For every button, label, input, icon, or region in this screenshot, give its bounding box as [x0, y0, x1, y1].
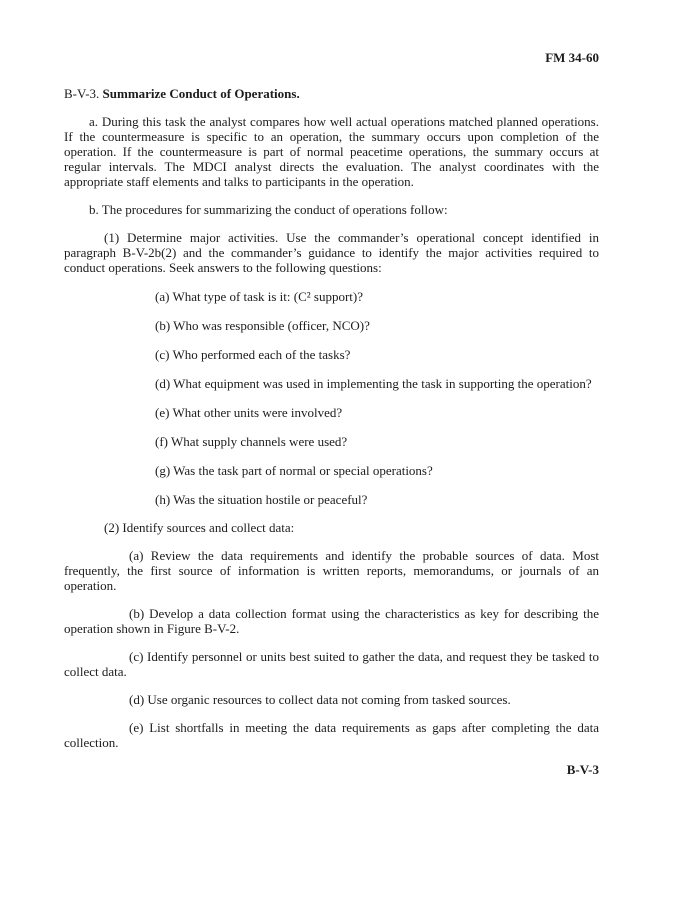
section-number: B-V-3.	[64, 86, 100, 101]
paragraph: (b) Develop a data collection format using the characteristics as key for describing the operation shown in Figure B-V-2.	[64, 606, 599, 636]
paragraph: (g) Was the task part of normal or special operations?	[155, 463, 433, 478]
section-title: Summarize Conduct of Operations.	[102, 86, 300, 101]
paragraph: b. The procedures for summarizing the conduct of operations follow:	[89, 202, 448, 217]
paragraph: (h) Was the situation hostile or peaceful?	[155, 492, 368, 507]
paragraph: (d) What equipment was used in implementing the task in supporting the operation?	[155, 376, 592, 391]
section-heading	[64, 86, 599, 101]
paragraph: (e) List shortfalls in meeting the data requirements as gaps after completing the data collection.	[64, 720, 599, 750]
paragraph: (a) What type of task is it: (C² support)?	[155, 289, 363, 304]
paragraph: (a) Review the data requirements and identify the probable sources of data. Most frequently, the first source of information is written reports, memorandums, or journals of an operation.	[64, 548, 599, 593]
paragraph: (1) Determine major activities. Use the commander’s operational concept identified in paragraph B-V-2b(2) and the commander’s guidance to identify the major activities required to conduct operations. Seek answers to the following questions:	[64, 230, 599, 275]
paragraph: a. During this task the analyst compares how well actual operations matched planned operations. If the countermeasure is specific to an operation, the summary occurs upon completion of the operation. If the countermeasure is part of normal peacetime operations, the summary occurs at regular intervals. The MDCI analyst directs the evaluation. The analyst coordinates with the appropriate staff elements and talks to participants in the operation.	[64, 114, 599, 189]
document-body	[64, 114, 599, 750]
paragraph: (b) Who was responsible (officer, NCO)?	[155, 318, 370, 333]
paragraph: (e) What other units were involved?	[155, 405, 343, 420]
paragraph: (c) Who performed each of the tasks?	[155, 347, 351, 362]
paragraph: (2) Identify sources and collect data:	[104, 520, 295, 535]
document-reference: FM 34-60	[545, 50, 599, 65]
paragraph: (c) Identify personnel or units best suited to gather the data, and request they be tasked to collect data.	[64, 649, 599, 679]
paragraph: (f) What supply channels were used?	[155, 434, 348, 449]
page-number: B-V-3	[566, 762, 599, 777]
paragraph: (d) Use organic resources to collect data not coming from tasked sources.	[129, 692, 511, 707]
